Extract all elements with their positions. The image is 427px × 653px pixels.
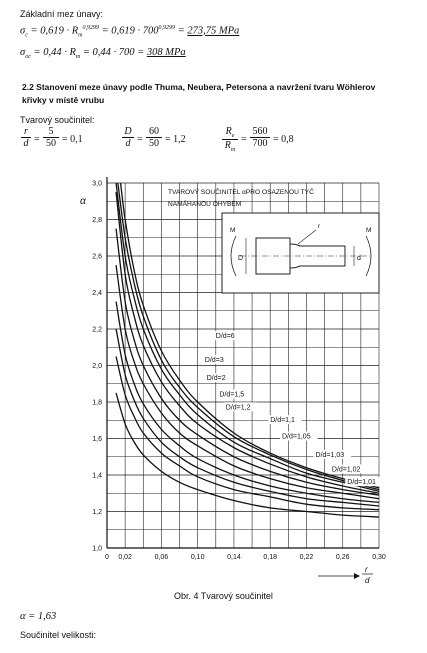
ratio-Re-Rm-result: = 0,8 [273,134,294,145]
y-tick-label: 2,4 [92,290,102,297]
dimension-d-label: d [357,255,361,262]
curve-label: D/d=3 [204,356,224,364]
fatigue-limit-equation-2: $\sigma_{oc} = 0,44 \cdot R_m = 0,44 \cdot 700 = 308$ MPa [20,47,186,61]
curve-label: D/d=1,03 [315,451,345,459]
shape-factor-label: Tvarový součinitel: [20,115,95,125]
stress-concentration-chart [0,168,427,588]
x-tick-label: 0,02 [118,554,132,561]
curve-label: D/d=1,01 [347,479,376,487]
y-tick-label: 2,2 [92,326,102,334]
figure-caption: Obr. 4 Tvarový součinitel [174,591,273,601]
curve-label: D/d=1,02 [331,466,361,474]
ratio-r-d-values: $\frac{5}{50}$ [43,126,59,149]
y-tick-label: 1,0 [92,545,102,553]
y-axis-label: α [80,196,86,207]
x-tick-label: 0 [105,554,109,561]
radius-label: r [318,223,321,230]
x-axis-label-num: r [365,565,368,574]
curve-6 [116,265,379,499]
x-axis-label [318,565,373,585]
chart-title-line-2: NAMÁHANOU OHYBEM [168,201,242,208]
y-tick-label: 2,0 [92,363,102,370]
x-axis-arrow-head [354,573,360,579]
y-tick-label: 3,0 [92,180,102,188]
curve-label: D/d=1,5 [219,391,245,399]
section-heading-line-2: křivky v místě vrubu [22,95,105,105]
equals-sign: = [34,134,40,145]
x-tick-label: 0,26 [335,554,350,561]
x-tick-label: 0,30 [372,554,386,561]
y-tick-label: 2,6 [92,253,102,261]
moment-right-label: M [366,227,372,234]
moment-left-label: M [230,227,236,234]
y-tick-label: 1,6 [92,436,102,443]
ratio-r-d-result: = 0,1 [62,134,83,145]
chart-title-line-1: TVAROVÝ SOUČINITEL αPRO OSAZENOU TYČ [168,189,314,196]
dimension-D-label: D [238,255,244,262]
inset-box [222,213,379,293]
x-tick-label: 0,22 [299,554,314,561]
section-heading: 2.2 Stanovení meze únavy podle Thuma, Neubera, Petersona a navržení tvaru Wöhlerov [22,82,376,92]
ratio-D-d-values: $\frac{60}{50}$ [146,126,162,149]
equals-sign: = [241,134,247,145]
x-tick-label: 0,06 [154,554,169,561]
equation-2-result: 308 MPa [146,47,186,58]
inset-diagram [168,187,379,293]
x-tick-label: 0,10 [190,554,205,561]
size-factor-label: Součinitel velikosti: [20,630,97,640]
intro-label: Základní mez únavy: [20,9,104,19]
fatigue-limit-equation-1: $\sigma_c = 0,619 \cdot R_m^{0,9299} = 0,619 \cdot 700^{0,9299} = 273,75$ MPa [20,25,240,39]
ratio-r-d-symbol: $\frac{r}{d}$ [21,126,31,149]
curve-label: D/d=1,05 [281,433,311,441]
curve-label: D/d=1,2 [225,404,251,412]
x-axis-label-den: d [365,576,370,585]
y-tick-label: 1,8 [92,399,102,407]
y-tick-label: 2,8 [92,217,102,224]
x-tick-label: 0,18 [263,554,278,561]
y-tick-label: 1,2 [92,509,102,516]
ratio-D-d-symbol: $\frac{D}{d}$ [122,126,134,149]
curve-label: D/d=2 [206,375,226,383]
y-tick-label: 1,4 [92,472,102,480]
ratio-Re-Rm-values: $\frac{560}{700}$ [250,126,270,149]
alpha-result: α = 1,63 [20,611,57,622]
equals-sign: = [137,134,143,145]
ratio-D-d-result: = 1,2 [165,134,186,145]
equation-1-result: 273,75 MPa [187,25,240,37]
curve-label: D/d=1,1 [270,417,295,425]
ratio-Re-Rm-symbol: $\frac{R_e}{R_m}$ [222,126,238,153]
x-tick-label: 0,14 [227,554,241,561]
curve-label: D/d=6 [215,333,235,341]
